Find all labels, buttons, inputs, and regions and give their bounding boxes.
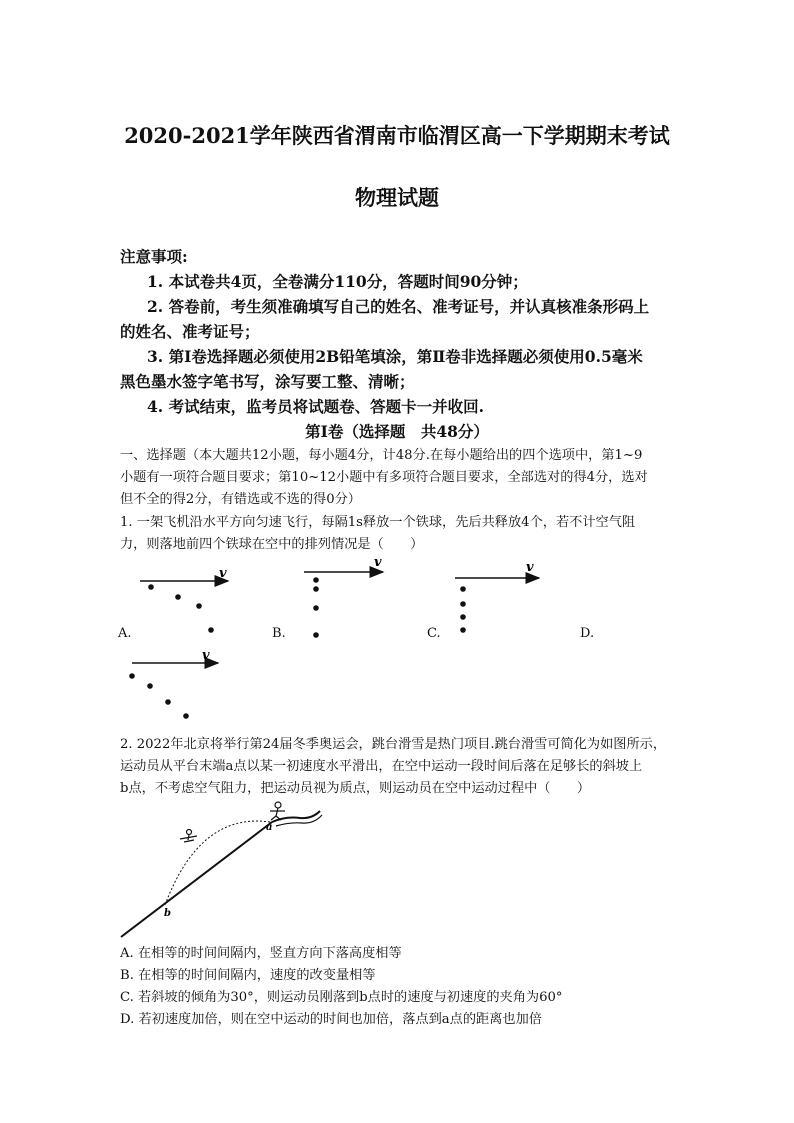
note-line: 1. 本试卷共4页，全卷满分110分，答题时间90分钟； bbox=[147, 272, 528, 291]
point-a-label: a bbox=[266, 822, 273, 833]
velocity-label: v bbox=[202, 648, 210, 663]
q1-option-c-label[interactable]: C. bbox=[427, 626, 441, 641]
q1-stem-line: 力，则落地前四个铁球在空中的排列情况是（ ） bbox=[120, 537, 424, 552]
q2-stem-line: 2. 2022年北京将举行第24届冬季奥运会，跳台滑雪是热门项目.跳台滑雪可简化为如图所示， bbox=[120, 737, 667, 752]
section-instruction: 一、选择题（本大题共12小题，每小题4分，计48分.在每小题给出的四个选项中，第1~9 bbox=[120, 448, 643, 463]
q2-option-a[interactable]: A. 在相等的时间间隔内，竖直方向下落高度相等 bbox=[120, 946, 402, 961]
velocity-label: v bbox=[374, 555, 382, 570]
q2-option-c[interactable]: C. 若斜坡的倾角为30°，则运动员刚落到b点时的速度与初速度的夹角为60° bbox=[120, 990, 563, 1005]
jumper-midair-icon bbox=[180, 830, 197, 843]
section-instruction: 但不全的得2分，有错选或不选的得0分） bbox=[120, 492, 361, 507]
platform bbox=[272, 811, 320, 822]
slope-line bbox=[121, 822, 272, 937]
velocity-label: v bbox=[219, 566, 227, 581]
note-line: 3. 第Ⅰ卷选择题必须使用2B铅笔填涂，第Ⅱ卷非选择题必须使用0.5毫米 bbox=[147, 347, 643, 366]
q2-stem-line: 运动员从平台末端a点以某一初速度水平滑出，在空中运动一段时间后落在足够长的斜坡上 bbox=[120, 759, 643, 774]
exam-subtitle: 物理试题 bbox=[355, 185, 439, 210]
point-b-label: b bbox=[164, 908, 171, 919]
note-line: 的姓名、准考证号； bbox=[120, 322, 260, 341]
exam-title: 2020-2021学年陕西省渭南市临渭区高一下学期期末考试 bbox=[124, 123, 670, 148]
note-line: 2. 答卷前，考生须准确填写自己的姓名、准考证号，并认真核准条形码上 bbox=[147, 297, 650, 316]
section-title: 第Ⅰ卷（选择题 共48分） bbox=[305, 422, 489, 441]
platform-edge bbox=[276, 815, 322, 826]
note-line: 黑色墨水签字笔书写，涂写要工整、清晰； bbox=[120, 372, 415, 391]
velocity-label: v bbox=[526, 560, 534, 575]
note-line: 4. 考试结束，监考员将试题卷、答题卡一并收回. bbox=[147, 397, 484, 416]
q2-stem-line: b点，不考虑空气阻力，把运动员视为质点，则运动员在空中运动过程中（ ） bbox=[120, 781, 591, 796]
q1-option-d-label[interactable]: D. bbox=[580, 626, 595, 641]
q2-option-b[interactable]: B. 在相等的时间间隔内，速度的改变量相等 bbox=[120, 968, 376, 983]
q1-option-b-label[interactable]: B. bbox=[272, 626, 286, 641]
q1-option-a-label[interactable]: A. bbox=[118, 626, 132, 641]
jumper-at-a-icon bbox=[270, 802, 285, 820]
section-instruction: 小题有一项符合题目要求；第10~12小题中有多项符合题目要求，全部选对的得4分，选对 bbox=[120, 470, 648, 485]
q2-option-d[interactable]: D. 若初速度加倍，则在空中运动的时间也加倍，落点到a点的距离也加倍 bbox=[120, 1012, 542, 1027]
notes-heading: 注意事项: bbox=[120, 247, 188, 266]
q1-stem-line: 1. 一架飞机沿水平方向匀速飞行，每隔1s释放一个铁球，先后共释放4个，若不计空气阻 bbox=[120, 515, 636, 530]
